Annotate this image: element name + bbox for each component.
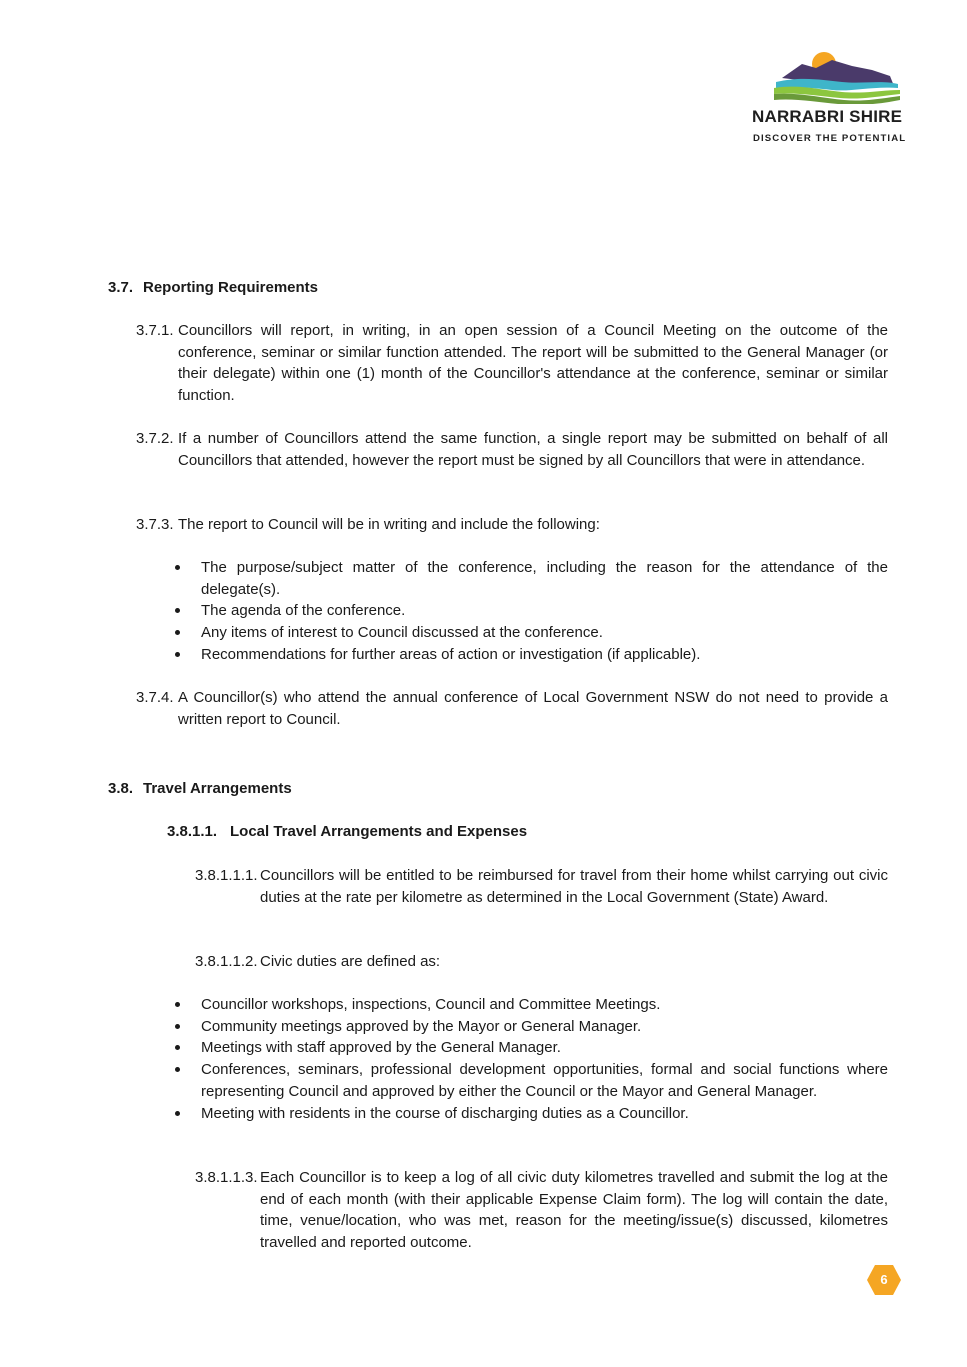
logo-title: NARRABRI SHIRE <box>752 107 903 126</box>
section-number: 3.8. <box>108 780 134 797</box>
section-title: Travel Arrangements <box>143 780 292 797</box>
paragraph-number: 3.8.1.1.1. <box>195 867 258 884</box>
page-number-badge <box>866 1264 902 1296</box>
paragraph-text: If a number of Councillors attend the same function, a single report may be submitted on behalf of all Councillors that attended, however the report must be signed by all Councillors that were in attendance. <box>178 430 888 469</box>
report-contents-list <box>201 557 888 666</box>
section-heading-3-8 <box>108 778 292 800</box>
list-item: Recommendations for further areas of action or investigation (if applicable). <box>201 644 888 666</box>
paragraph-text: Councillors will report, in writing, in an open session of a Council Meeting on the outcome of the conference, seminar or similar function attended. The report will be submitted to the General Manager (or their delegate) within one (1) month of the Councillor's attendance at the conference, seminar or similar function. <box>178 322 888 405</box>
logo-tagline: DISCOVER THE POTENTIAL <box>753 133 907 144</box>
paragraph-text: The report to Council will be in writing and include the following: <box>178 516 600 533</box>
list-item: Councillor workshops, inspections, Council and Committee Meetings. <box>201 994 888 1016</box>
section-title: Reporting Requirements <box>143 279 319 296</box>
section-heading-3-7 <box>108 277 318 299</box>
paragraph-text: A Councillor(s) who attend the annual conference of Local Government NSW do not need to provide a written report to Council. <box>178 689 888 728</box>
paragraph-number: 3.7.4. <box>136 689 174 706</box>
paragraph-number: 3.7.3. <box>136 516 174 533</box>
list-item: The purpose/subject matter of the conference, including the reason for the attendance of the delegate(s). <box>201 557 888 600</box>
paragraph-number: 3.8.1.1.2. <box>195 953 258 970</box>
list-item: Meeting with residents in the course of discharging duties as a Councillor. <box>201 1103 888 1125</box>
page-number: 6 <box>880 1272 888 1287</box>
paragraph-number: 3.7.1. <box>136 322 174 339</box>
list-item: Conferences, seminars, professional development opportunities, formal and social functions where representing Council and approved by either the Council or the Mayor and General Manager. <box>201 1059 888 1102</box>
mountain-river-logo-icon <box>772 48 902 104</box>
paragraph-3-7-1 <box>136 320 888 407</box>
paragraph-3-8-1-1-1 <box>195 865 888 908</box>
paragraph-3-8-1-1-3 <box>195 1167 888 1254</box>
paragraph-3-7-2 <box>136 428 888 471</box>
narrabri-shire-logo <box>752 48 922 148</box>
paragraph-number: 3.8.1.1.3. <box>195 1169 258 1186</box>
paragraph-text: Each Councillor is to keep a log of all civic duty kilometres travelled and submit the log at the end of each month (with their applicable Expense Claim form). The log will contain the date, time, venue/location, who was met, reason for the meeting/issue(s) discussed, kilometres travelled and reported outcome. <box>260 1169 888 1252</box>
paragraph-number: 3.7.2. <box>136 430 174 447</box>
paragraph-3-7-4 <box>136 687 888 730</box>
paragraph-text: Councillors will be entitled to be reimbursed for travel from their home whilst carrying out civic duties at the rate per kilometre as determined in the Local Government (State) Award. <box>260 867 888 906</box>
section-number: 3.7. <box>108 279 134 296</box>
civic-duties-list <box>201 994 888 1124</box>
subsection-number: 3.8.1.1. <box>167 823 218 840</box>
list-item: Any items of interest to Council discussed at the conference. <box>201 622 888 644</box>
paragraph-3-8-1-1-2 <box>195 951 888 973</box>
list-item: The agenda of the conference. <box>201 600 888 622</box>
subsection-title: Local Travel Arrangements and Expenses <box>230 823 528 840</box>
list-item: Meetings with staff approved by the General Manager. <box>201 1037 888 1059</box>
paragraph-3-7-3 <box>136 514 888 536</box>
paragraph-text: Civic duties are defined as: <box>260 953 441 970</box>
list-item: Community meetings approved by the Mayor or General Manager. <box>201 1016 888 1038</box>
subsection-heading-3-8-1-1 <box>167 821 527 843</box>
